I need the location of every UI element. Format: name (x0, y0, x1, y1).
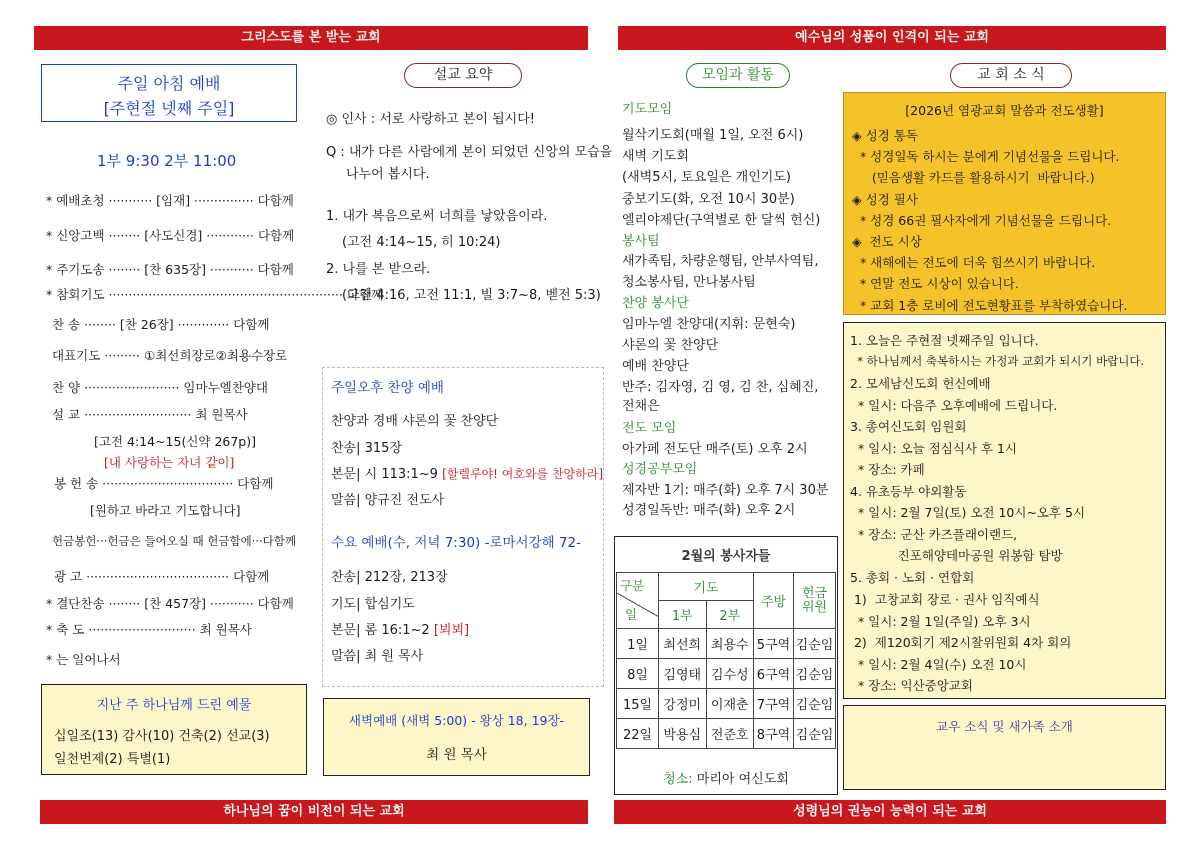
cleaning-row (614, 768, 838, 787)
banner-top-left: 그리스도를 본 받는 교회 (34, 26, 588, 50)
members-title: 교우 소식 및 새가족 소개 (936, 719, 1073, 734)
afternoon-preacher: 말씀| 양규진 전도사 (331, 493, 445, 508)
order-item: * 축 도 ··························· 최 원목사 (46, 622, 252, 637)
order-item: 헌금봉헌···헌금은 들어오실 때 헌금함에···다함께 (52, 534, 296, 548)
cell-kitchen: 6구역 (754, 659, 794, 689)
banner-top-right: 예수님의 성품이 인격이 되는 교회 (618, 26, 1166, 50)
worship-title: 주일 아침 예배 (117, 74, 221, 93)
members-box (843, 705, 1166, 790)
offering-title: 지난 주 하나님께 드린 예물 (96, 698, 252, 713)
activity-heading: 성경공부모임 (622, 462, 698, 477)
table-row (617, 719, 836, 749)
cell-day: 22일 (617, 719, 659, 749)
header-offering: 헌금 위원 (794, 573, 836, 629)
activity-item: 전채은 (622, 399, 660, 414)
news-item: 2. 모세남신도회 헌신예배 (850, 376, 991, 391)
sermon-greeting: ◎ 인사 : 서로 사랑하고 본이 됩시다! (326, 112, 535, 127)
order-item: 찬 양 ························ 임마누엘찬양대 (52, 380, 268, 395)
afternoon-text-title: [할렐루야! 여호와를 찬양하라] (442, 467, 604, 481)
offering-box (41, 684, 307, 775)
cell-part1: 강정미 (659, 689, 707, 719)
cell-day: 15일 (617, 689, 659, 719)
order-item: 찬 송 ········ [찬 26장] ············· 다함께 (52, 317, 270, 332)
news-item: * 일시: 2월 1일(주일) 오후 3시 (850, 614, 1031, 629)
cell-part2: 이재춘 (706, 689, 754, 719)
activity-item: 예배 찬양단 (622, 359, 689, 374)
cell-kitchen: 8구역 (754, 719, 794, 749)
news-item: * 일시: 2월 4일(수) 오전 10시 (850, 657, 1027, 672)
order-item: * 예배초청 ··········· [임재] ··············· 다함께 (46, 193, 294, 208)
activity-item: 월삭기도회(매월 1일, 오전 6시) (622, 128, 804, 143)
table-row (617, 689, 836, 719)
yellow-item: ◈ 전도 시상 (852, 234, 922, 249)
sermon-scripture: [고전 4:14~15(신약 267p)] (94, 434, 256, 449)
yellow-item: ◈ 성경 필사 (852, 192, 918, 207)
header-cell-division (617, 573, 659, 629)
cell-kitchen: 7구역 (754, 689, 794, 719)
worship-title-box (41, 64, 297, 122)
cell-day: 8일 (617, 659, 659, 689)
cleaning-label: 청소: (663, 772, 693, 787)
cell-offering: 김순임 (794, 659, 836, 689)
worship-times: 1부 9:30 2부 11:00 (97, 152, 237, 170)
activity-item: 임마누엘 찬양대(지휘: 문현숙) (622, 317, 796, 332)
wednesday-prayer: 기도| 합심기도 (331, 597, 415, 612)
sermon-point-2-ref: (고전 4:16, 고전 11:1, 빌 3:7~8, 벧전 5:3) (342, 288, 601, 303)
yellow-item: * 성경일독 하시는 분에게 기념선물을 드립니다. (852, 149, 1120, 164)
news-item: 4. 유초등부 야외활동 (850, 484, 967, 499)
cell-offering: 김순임 (794, 629, 836, 659)
news-item: 3. 총여신도회 임원회 (850, 419, 967, 434)
yellow-title: [2026년 염광교회 말씀과 전도생활] (905, 103, 1104, 118)
activities-label: 모임과 활동 (686, 63, 790, 88)
news-item: 1) 고창교회 장로 · 권사 임직예식 (850, 592, 1040, 607)
header-kitchen: 주방 (754, 573, 794, 629)
activity-item: 새가족팀, 차량운행팀, 안부사역팀, (622, 254, 819, 269)
dawn-title: 새벽예배 (새벽 5:00) - 왕상 18, 19장- (348, 713, 565, 728)
activity-item: 아가페 전도단 매주(토) 오후 2시 (622, 442, 808, 457)
sermon-point-2: 2. 나를 본 받으라. (326, 262, 431, 277)
order-item: 설 교 ··························· 최 원목사 (52, 407, 248, 422)
yellow-item: * 교회 1층 로비에 전도현황표를 부착하였습니다. (852, 298, 1128, 313)
activity-item: 성경일독반: 매주(화) 오후 2시 (622, 503, 796, 518)
yellow-item: ◈ 성경 통독 (852, 128, 918, 143)
news-item: 1. 오늘은 주현절 넷째주일 입니다. (850, 333, 1039, 348)
sermon-question-cont: 나누어 봅시다. (346, 167, 430, 182)
sermon-point-1-ref: (고전 4:14~15, 히 10:24) (342, 235, 501, 250)
cell-offering: 김순임 (794, 719, 836, 749)
activity-item: 제자반 1기: 매주(화) 오후 7시 30분 (622, 483, 829, 498)
cell-part2: 최용수 (706, 629, 754, 659)
wednesday-title: 수요 예배(수, 저녁 7:30) -로마서강해 72- (331, 535, 582, 551)
standing-note: * 는 일어나서 (46, 652, 121, 667)
news-item: 진포해양테마공원 위봉함 탐방 (850, 548, 1063, 563)
activity-item: 엘리야제단(구역별로 한 달씩 헌신) (622, 213, 821, 228)
table-row (617, 629, 836, 659)
news-item: 2) 제120회기 제2시찰위원회 4차 회의 (850, 635, 1072, 650)
news-item: * 장소: 군산 카즈플래이랜드, (850, 527, 1018, 542)
wednesday-text-title: [뵈뵈] (433, 623, 470, 638)
cell-part2: 전준호 (706, 719, 754, 749)
order-item: * 참회기도 ··························································· 다함께 (46, 287, 384, 302)
header-part2: 2부 (706, 601, 754, 629)
cell-part1: 박용심 (659, 719, 707, 749)
cell-kitchen: 5구역 (754, 629, 794, 659)
order-item: * 주기도송 ········ [찬 635장] ··········· 다함께 (46, 262, 294, 277)
news-item: * 일시: 오늘 점심식사 후 1시 (850, 441, 1017, 456)
order-item: * 결단찬송 ········ [찬 457장] ··········· 다함께 (46, 596, 294, 611)
news-item: * 일시: 2월 7일(토) 오전 10시~오후 5시 (850, 505, 1086, 520)
afternoon-text (331, 463, 603, 482)
activity-item: 청소봉사팀, 만나봉사팀 (622, 275, 756, 290)
activity-heading: 봉사팀 (622, 234, 660, 249)
header-prayer: 기도 (659, 573, 754, 601)
yellow-item: * 연말 전도 시상이 있습니다. (852, 276, 1019, 291)
servants-title: 2월의 봉사자들 (681, 549, 771, 564)
wednesday-text-ref: 본문| 롬 16:1~2 (331, 623, 434, 638)
banner-bottom-left: 하나님의 꿈이 비전이 되는 교회 (40, 800, 588, 824)
activity-item: 중보기도(화, 오전 10시 30분) (622, 192, 795, 207)
table-row (617, 659, 836, 689)
order-item: 봉 헌 송 ································· 다함께 (54, 476, 274, 491)
activity-heading: 찬양 봉사단 (622, 296, 689, 311)
dawn-preacher: 최 원 목사 (426, 747, 487, 763)
cleaning-value: 마리아 여신도회 (692, 772, 789, 787)
yellow-item: * 성경 66권 필사자에게 기념선물을 드립니다. (852, 213, 1112, 228)
news-item: 5. 총회 · 노회 · 연합회 (850, 570, 975, 585)
wednesday-text (331, 619, 469, 638)
order-item: 광 고 ···································· 다함께 (54, 569, 270, 584)
cell-part2: 김수성 (706, 659, 754, 689)
news-item: * 장소: 카페 (850, 462, 925, 477)
offering-hymn: [원하고 바라고 기도합니다] (90, 503, 241, 518)
news-item: * 장소: 익산중앙교회 (850, 678, 973, 693)
banner-bottom-right: 성령님의 권능이 능력이 되는 교회 (614, 800, 1166, 824)
servants-table (616, 572, 836, 749)
news-label: 교 회 소 식 (950, 63, 1072, 88)
order-item: 대표기도 ········· ①최선희장로②최용수장로 (52, 348, 288, 363)
sermon-title: [내 사랑하는 자녀 같이] (104, 455, 235, 470)
afternoon-title: 주일오후 찬양 예배 (331, 380, 444, 396)
cell-day: 1일 (617, 629, 659, 659)
header-part1: 1부 (659, 601, 707, 629)
wednesday-preacher: 말씀| 최 원 목사 (331, 649, 424, 664)
worship-subtitle: [주현절 넷째 주일] (103, 99, 235, 118)
cell-offering: 김순임 (794, 689, 836, 719)
wednesday-hymn: 찬송| 212장, 213장 (331, 570, 448, 585)
news-item: * 일시: 다음주 오후예배에 드립니다. (850, 398, 1058, 413)
header-day: 일 (625, 607, 638, 622)
yellow-item: (믿음생활 카드를 활용하시기 바랍니다.) (852, 170, 1095, 185)
yellow-item: * 새해에는 전도에 더욱 힘쓰시기 바랍니다. (852, 255, 1096, 270)
afternoon-text-ref: 본문| 시 113:1~9 (331, 467, 443, 482)
activity-item: 새벽 기도회 (622, 149, 689, 164)
offering-line: 일천번제(2) 특별(1) (54, 752, 171, 767)
activity-heading: 기도모임 (622, 102, 673, 117)
activity-item: 반주: 김자영, 김 영, 김 찬, 심혜진, (622, 380, 819, 395)
activity-item: 샤론의 꽃 찬양단 (622, 338, 719, 353)
sermon-question: Q : 내가 다른 사람에게 본이 되었던 신앙의 모습을 (326, 145, 613, 160)
order-item: * 신앙고백 ········ [사도신경] ············ 다함께 (46, 228, 295, 243)
afternoon-praise: 찬양과 경배 샤론의 꽃 찬양단 (331, 414, 499, 429)
cell-part1: 최선희 (659, 629, 707, 659)
activity-heading: 전도 모임 (622, 421, 677, 436)
activity-item: (새벽5시, 토요일은 개인기도) (622, 170, 791, 185)
sermon-point-1: 1. 내가 복음으로써 너희를 낳았음이라. (326, 209, 548, 224)
offering-line: 십일조(13) 감사(10) 건축(2) 선교(3) (54, 729, 270, 744)
afternoon-hymn: 찬송| 315장 (331, 441, 402, 456)
cell-part1: 김영태 (659, 659, 707, 689)
sermon-summary-label: 설교 요약 (404, 63, 522, 88)
header-division: 구분 (620, 578, 645, 593)
news-item: * 하나님께서 축복하시는 가정과 교회가 되시기 바랍니다. (850, 354, 1145, 368)
dawn-box (323, 698, 590, 776)
